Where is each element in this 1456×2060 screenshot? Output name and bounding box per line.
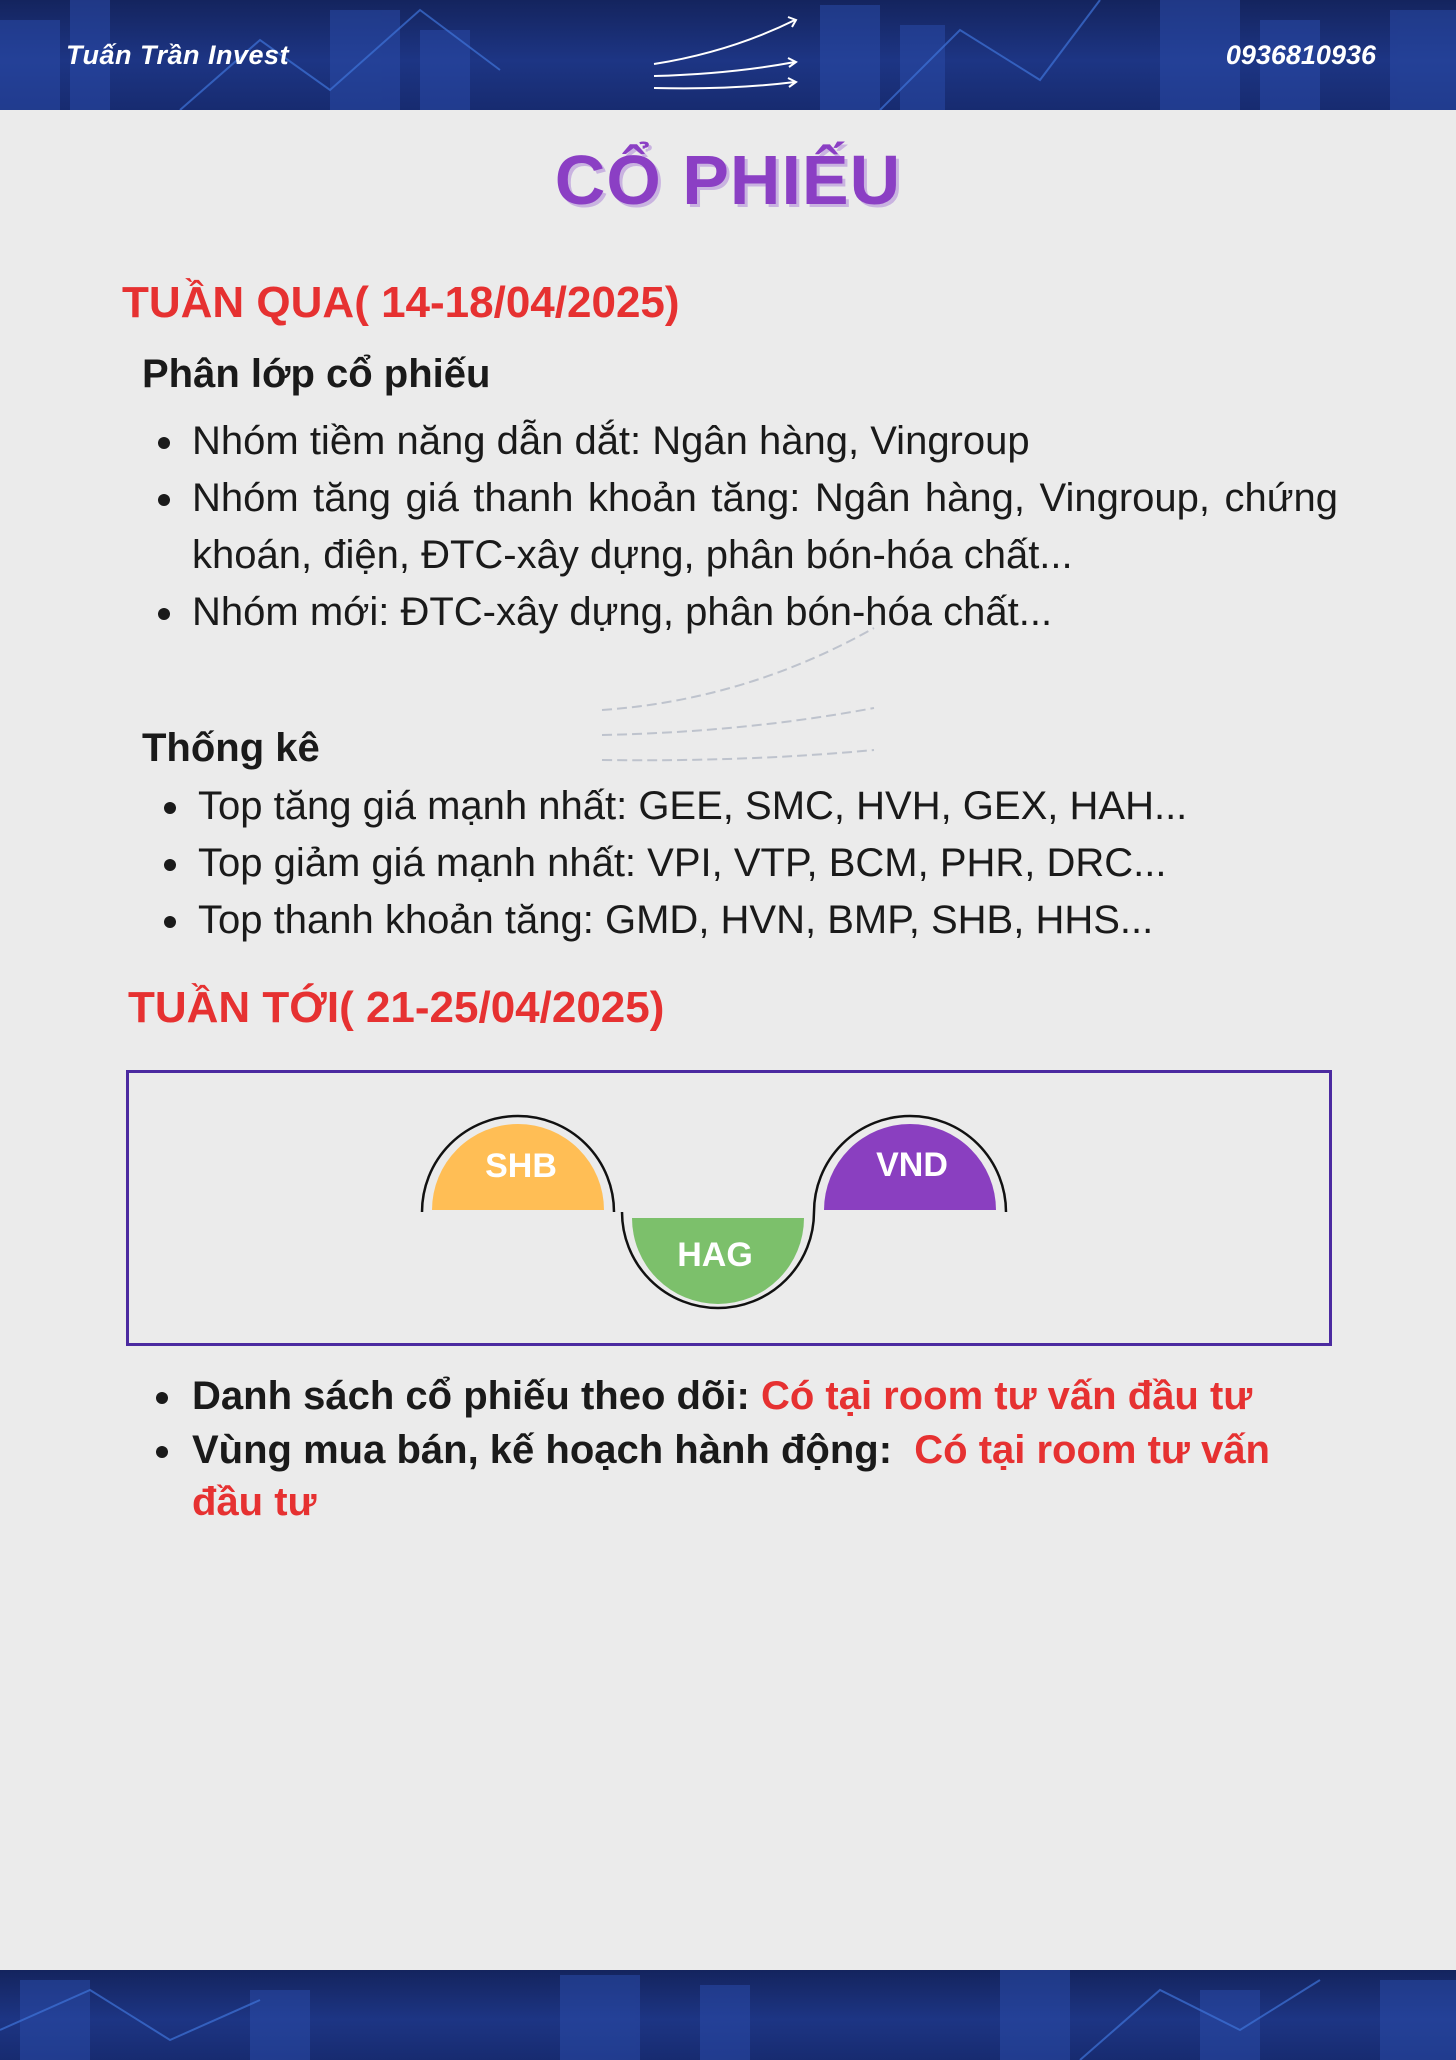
note-label: Danh sách cổ phiếu theo dõi: (192, 1374, 750, 1418)
brand-name: Tuấn Trần Invest (66, 40, 290, 70)
list-item: Top giảm giá mạnh nhất: VPI, VTP, BCM, PHR, DRC... (160, 835, 1344, 892)
statistics-heading: Thống kê (142, 726, 320, 770)
stock-arcs-diagram (400, 1100, 1040, 1330)
rising-arrows-icon (650, 12, 800, 97)
list-item: Nhóm mới: ĐTC-xây dựng, phân bón-hóa chất... (154, 584, 1338, 641)
last-week-heading: TUẦN QUA( 14-18/04/2025) (122, 278, 680, 327)
stock-label-shb: SHB (485, 1147, 557, 1185)
stock-label-vnd: VND (876, 1146, 948, 1184)
classification-list (154, 413, 1338, 641)
note-label: Vùng mua bán, kế hoạch hành động: (192, 1428, 893, 1472)
watermark-arrows-icon (596, 620, 886, 770)
list-item: Top thanh khoản tăng: GMD, HVN, BMP, SHB, HHS... (160, 892, 1344, 949)
list-item: Nhóm tiềm năng dẫn dắt: Ngân hàng, Vingroup (154, 413, 1338, 470)
list-item (150, 1370, 1350, 1422)
phone-number: 0936810936 (1225, 40, 1376, 70)
classification-heading: Phân lớp cổ phiếu (142, 352, 491, 396)
list-item (150, 1424, 1350, 1528)
next-week-heading: TUẦN TỚI( 21-25/04/2025) (128, 983, 665, 1032)
statistics-list (160, 778, 1344, 949)
footer-banner (0, 1970, 1456, 2060)
notes-list (150, 1370, 1350, 1530)
page-title: CỔ PHIẾU (554, 141, 902, 219)
header-banner (0, 0, 1456, 110)
list-item: Top tăng giá mạnh nhất: GEE, SMC, HVH, GEX, HAH... (160, 778, 1344, 835)
note-value: Có tại room tư vấn đầu tư (760, 1374, 1253, 1418)
note-value: Có tại room tư vấn đầu tư (192, 1428, 1270, 1524)
list-item: Nhóm tăng giá thanh khoản tăng: Ngân hàng, Vingroup, chứng khoán, điện, ĐTC-xây dựng, phân bón-hóa chất... (154, 470, 1338, 584)
stock-label-hag: HAG (677, 1236, 753, 1274)
city-skyline-background (0, 1970, 1456, 2060)
